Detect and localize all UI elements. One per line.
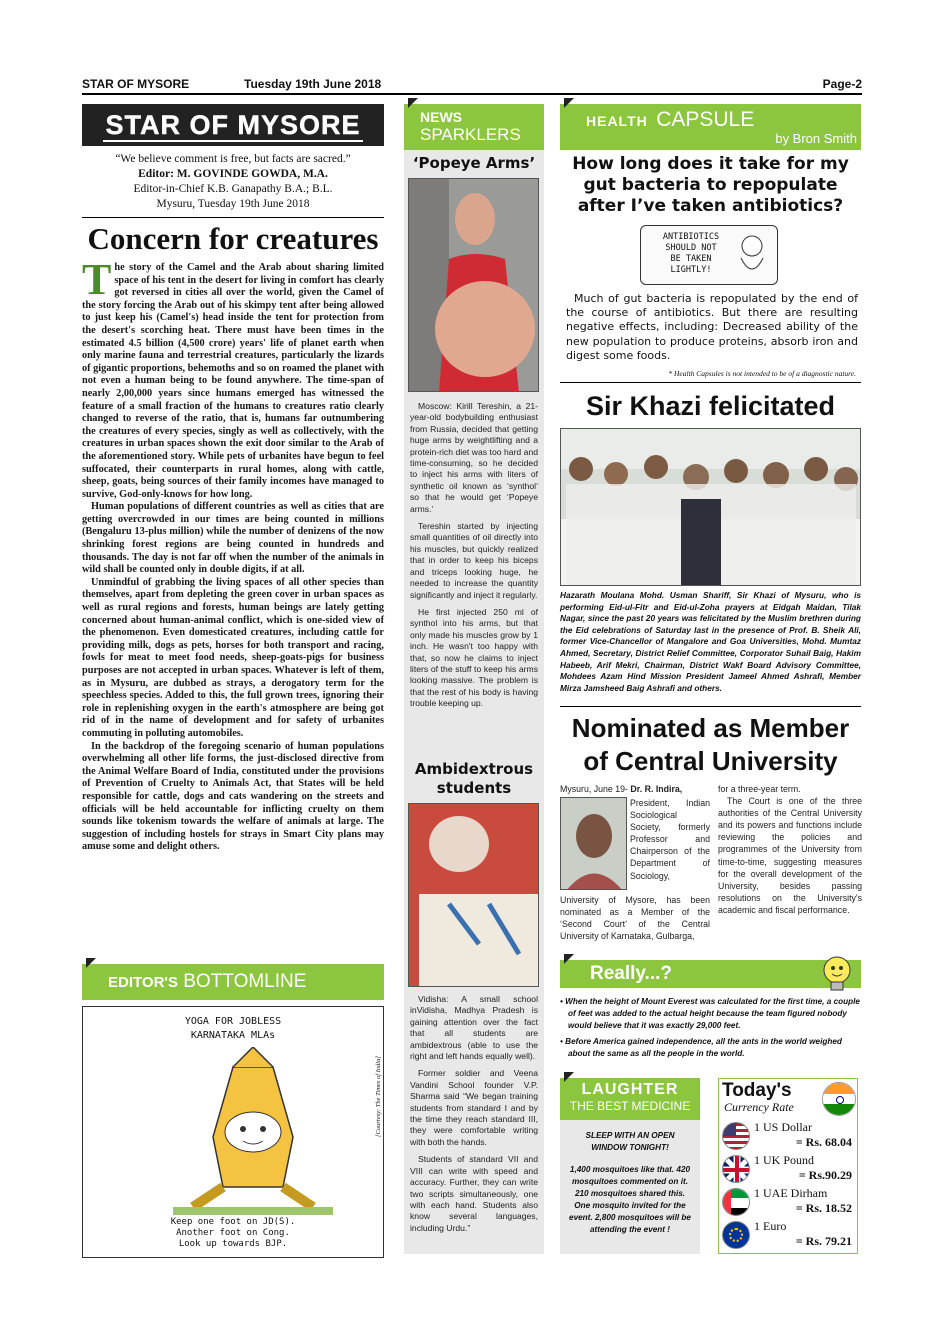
header-date: Tuesday 19th June 2018 — [244, 77, 382, 91]
antibiotics-sign-2: SHOULD NOT — [665, 243, 717, 253]
ambidextrous-paragraph: Students of standard VII and VIII can write with speed and accuracy. Further, they can write two scripts simultaneously, one with each hand. Students also know several languages, including Urdu.” — [410, 1154, 538, 1233]
really-label: Really...? — [590, 963, 673, 984]
currency-title: Today's — [722, 1080, 792, 1101]
really-facts — [560, 996, 863, 1063]
usa-flag-icon — [722, 1122, 750, 1150]
header-rule — [82, 93, 862, 95]
rate-label: 1 US Dollar — [754, 1120, 812, 1134]
popeye-paragraph: Tereshin started by injecting small quantities of oil directly into his muscles, but quickly realized that in order to keep his biceps and triceps looking huge, he needed to increase the quantity significantly and inject it regularly. — [410, 521, 538, 600]
header-page-number: Page-2 — [822, 77, 862, 91]
editorial-paragraph: Unmindful of grabbing the living spaces of all other species than themselves, apart from depleting the green cover in urban spaces as well as rural regions and forests, human beings are lately getting concerned about human-animal conflict, which is one-sided view of the phenomenon. Even domesticated creatures, including cattle for providing milk, dogs as pets, horses for both transport and racing, fowls for meat to meet food needs, sheep-goats-pigs for business purposes are not accepted in urban spaces. Whatever is left of them, as in Mysuru, are dubbed as strays, a derogatory term for the speechless species. Added to this, the full grown trees, ignoring their role in replenishing oxygen in the earth's atmosphere are being got rid of in the name of development and for safety of urbanites commuting in polluting automobiles. — [82, 576, 384, 739]
nominated-side-text: President, Indian Sociological Society, formerly Professor and Chairperson of the Department of Sociology, — [630, 798, 710, 881]
rate-row-eur — [720, 1219, 856, 1251]
khazi-photo — [560, 428, 861, 586]
lightbulb-icon — [814, 952, 860, 994]
editorial-paragraph: Human populations of different countries as well as cities that are getting overcrowded in our times are being counted in millions (Bengaluru 13-plus million) while the number of denizens of the now shrinking forest regions are being counted in hundreds and thousands. The day is not far off when the number of the animals in wild shall be counted only in double digits, if at all. — [82, 501, 384, 576]
rate-row-aed — [720, 1186, 856, 1218]
masthead-title: STAR OF MYSORE — [105, 110, 361, 140]
antibiotics-sign-1: ANTIBIOTICS — [662, 232, 720, 242]
cartoon-caption-3: Look up towards BJP. — [178, 1239, 288, 1249]
nominated-headline-line-1: Nominated as Member — [571, 713, 850, 743]
editorial-paragraph: he story of the Camel and the Arab about sharing limited space of his tent in the desert for living in comfort has clearly got reversed in cities all over the world, given the Camel of the story forcing the Arab out of his skimpy tent after being allowed to just keep his (Camel's) head inside the tent for protection from the desert's scorching heat. There must have been times in the estimated 4.5 billion (4,500 crore) years' life of planet earth when only marine fauna and terrestrial creatures, particularly the lizards of gigantic proportions, behemoths and so on roamed the planet with not even a human being to be found anywhere. The time-span of nearly 2,00,000 years since humans emerged has witnessed the feature of a small fraction of the humans to creatures ratio clearly changed to reverse of the ratio, that is, humans far outnumbering the creatures of every species, singly as well as collectively, with the creatures in urban spaces shown the exit door similar to the Arab of the aforementioned story. While pets of urbanites have begun to feel suffocated, their counterparts in rural homes, along with cattle, sheep, goats, being sources of their family incomes have managed to survive, God-only-knows for how long. — [82, 262, 384, 500]
antibiotics-sign-3: BE TAKEN — [670, 254, 712, 264]
nominated-column-2 — [718, 783, 862, 916]
nominated-headline — [556, 712, 865, 778]
ambidextrous-headline-line-1: Ambidextrous — [414, 760, 534, 778]
rate-row-usd — [720, 1120, 856, 1152]
really-fact: • Before America gained independence, all the ants in the world weighed about the same as all the people in the world. — [560, 1036, 842, 1058]
ambidextrous-headline-line-2: students — [436, 779, 512, 797]
editor-in-chief-line: Editor-in-Chief K.B. Ganapathy B.A.; B.L. — [133, 183, 333, 195]
health-capsule-banner — [560, 104, 861, 150]
really-fact-text: Before America gained independence, all the ants in the world weighed about the same as all the people in the world. — [565, 1036, 842, 1058]
editor-line: Editor: M. GOVINDE GOWDA, M.A. — [138, 168, 328, 180]
ambidextrous-photo — [408, 803, 539, 987]
nominated-person-name: Dr. R. Indira, — [627, 784, 683, 794]
rate-label: 1 UAE Dirham — [754, 1186, 828, 1200]
health-question: How long does it take for my gut bacteria to repopulate after I’ve taken antibiotics? — [572, 154, 849, 216]
india-flag-icon — [822, 1082, 856, 1116]
yoga-figure-illustration — [173, 1047, 333, 1217]
health-label: CAPSULE — [656, 108, 755, 131]
health-answer: Much of gut bacteria is repopulated by the end of the course of antibiotics. But there are resulting negative effects, including: Decreased ability of the new population to produce proteins, absorb iron and digest some foods. — [566, 292, 858, 362]
laughter-line-2: 1,400 mosquitoes like that. 420 mosquitoes commented on it. 210 mosquitoes shared this. One mosquito invited for the event. 2,800 mosquitoes will be attending the event ! — [569, 1165, 691, 1234]
ambidextrous-paragraph: Vidisha: A small school inVidisha, Madhya Pradesh is gaining attention over the fact that all students are ambidextrous (able to use the right and left hands equally well). — [410, 994, 538, 1062]
bottomline-label-bold: EDITOR'S — [108, 974, 178, 991]
rate-value: = Rs. 68.04 — [795, 1135, 852, 1149]
nominated-headline-line-2: of Central University — [583, 746, 838, 776]
popeye-paragraph: Moscow: Kirill Tereshin, a 21-year-old bodybuilding enthusiast from Russia, decided that getting huge arms by weightlifting and a protein-rich diet was too hard and time-consuming, so he decided to inject his arms with liters of synthetic oil known as ‘synthol’ so that he would get ‘Popeye arms.’ — [410, 401, 538, 514]
nominated-paragraph: for a three-year term. — [718, 784, 801, 794]
nominated-bottom-text: University of Mysore, has been nominated as a Member of the ‘Second Court’ of the Central University of Karnataka, Gulbarga, — [560, 895, 710, 942]
health-disclaimer: * Health Capsules is not intended to be of a diagnostic nature. — [668, 369, 856, 378]
popeye-body — [410, 401, 538, 716]
laughter-line-1: SLEEP WITH AN OPEN WINDOW TONIGHT! — [585, 1131, 675, 1152]
cartoon-caption-2: Another foot on Cong. — [176, 1228, 290, 1238]
masthead-credits — [82, 152, 384, 212]
cartoon-caption-1: Keep one foot on JD(S). — [170, 1217, 296, 1227]
cartoon-title-1: YOGA FOR JOBLESS — [184, 1016, 282, 1027]
khazi-rule — [560, 706, 861, 707]
antibiotics-sign-4: LIGHTLY! — [670, 265, 712, 275]
indira-portrait — [560, 797, 627, 890]
laughter-joke — [560, 1130, 700, 1236]
cartoon-title-2: KARNATAKA MLAs — [190, 1030, 276, 1041]
header-paper-name: STAR OF MYSORE — [82, 77, 190, 91]
laughter-banner — [560, 1078, 700, 1120]
rate-label: 1 Euro — [754, 1219, 787, 1233]
editorial-headline: Concern for creatures — [87, 221, 379, 256]
ambidextrous-body — [410, 994, 538, 1240]
rate-label: 1 UK Pound — [754, 1153, 815, 1167]
dateline: Mysuru, Tuesday 19th June 2018 — [156, 198, 310, 210]
eu-flag-icon — [722, 1221, 750, 1249]
bottomline-banner — [82, 964, 384, 1000]
nominated-dateline — [560, 783, 710, 795]
antibiotics-cartoon — [640, 225, 778, 285]
masthead — [82, 104, 384, 146]
currency-subtitle: Currency Rate — [724, 1100, 794, 1114]
health-rule — [560, 382, 861, 383]
uk-flag-icon — [722, 1155, 750, 1183]
khazi-caption: Hazarath Moulana Mohd. Usman Shariff, Sir Khazi of Mysuru, who is performing Eid-ul-Fitr and Eid-ul-Zoha prayers at Eidgah Maidan, Tilak Nagar, since the past 20 years was felicitated by the Muslim brethren during the Eid celebrations of Saturday last in the presence of Prof. B. Sheik Ali, former Vice-Chancellor of Mangalore and Goa Universities, Mohd. Mumtaz Ahmed, Secretary, District Relief Committee, Corporator Suhail Baig, Hakim Habeeb, Arif Mekri, Chairman, District Wakf Board Advisory Committee, Mohdees Azam Hind Mission President Jameel Ahmed Ashrafi, Member Mirza Jamsheed Baig Ashrafi and others. — [560, 590, 861, 693]
cartoon-courtesy: [Courtesy: The Times of India] — [375, 1056, 382, 1137]
ambidextrous-headline — [404, 760, 544, 798]
editorial-dropcap: T — [82, 255, 112, 304]
popeye-headline: ‘Popeye Arms’ — [412, 154, 536, 172]
editorial-paragraph: In the backdrop of the foregoing scenario of human populations overwhelming all other life forms, the just-disclosed directive from the Animal Welfare Board of India, constituted under the provisions of Prevention of Cruelty to Animals Act, that States will be held responsible for cattle, dogs and cats wandering on the streets and officials will be held accountable for inflicting cruelty on them sounds like tokenism towards the welfare of animals at large. The suggestion of including hostels for strays in Smart City plans may amuse some and delight others. — [82, 740, 384, 853]
rate-value: = Rs.90.29 — [798, 1168, 852, 1182]
bottomline-cartoon — [82, 1006, 384, 1258]
nominated-paragraph: The Court is one of the three authorities of the Central University and its powers and functions include reviewing the policies and programmes of the University from time-to-time, suggesting measures for the overall development of the University, besides passing resolutions on the University's academic and fiscal performance. — [718, 796, 862, 915]
masthead-rule — [82, 217, 384, 218]
rate-row-gbp — [720, 1153, 856, 1185]
laughter-label-bold: LAUGHTER — [581, 1081, 679, 1098]
editorial-body — [82, 255, 384, 854]
popeye-paragraph: He first injected 250 ml of synthol into his arms, but that only made his muscles grow by 1 inch. He wasn't too happy with that, so now he claims to inject liters of the stuff to keep his arms looking massive. The problem is that the rest of his body is having trouble keeping up. — [410, 606, 538, 709]
ambidextrous-paragraph: Former soldier and Veena Vandini School founder V.P. Sharma said “We began training students from standard I and by the time they reach standard III, they were comfortable writing with both the hands. — [410, 1068, 538, 1147]
health-byline: by Bron Smith — [775, 131, 857, 146]
really-fact: • When the height of Mount Everest was calculated for the first time, a couple of feet was added to the actual height because the team figured nobody would believe that it was exactly 29,000 feet. — [560, 997, 860, 1031]
nominated-place-date: Mysuru, June 19- — [560, 784, 628, 794]
tagline: “We believe comment is free, but facts are sacred.” — [115, 153, 351, 165]
bottomline-label: BOTTOMLINE — [183, 971, 307, 992]
khazi-headline: Sir Khazi felicitated — [585, 391, 836, 421]
laughter-label: THE BEST MEDICINE — [569, 1099, 691, 1113]
really-fact-text: When the height of Mount Everest was calculated for the first time, a couple of feet was added to the actual height because the team figured nobody would believe that it was exactly 29,000 feet. — [565, 997, 860, 1031]
cartoon-character-illustration — [733, 232, 771, 280]
popeye-photo — [408, 178, 539, 392]
news-label-bold: NEWS — [420, 109, 462, 125]
uae-flag-icon — [722, 1188, 750, 1216]
news-label: SPARKLERS — [420, 125, 521, 144]
rate-value: = Rs. 79.21 — [795, 1234, 852, 1248]
news-sparklers-banner — [404, 104, 544, 150]
rate-value: = Rs. 18.52 — [795, 1201, 852, 1215]
health-label-bold: HEALTH — [586, 113, 648, 129]
